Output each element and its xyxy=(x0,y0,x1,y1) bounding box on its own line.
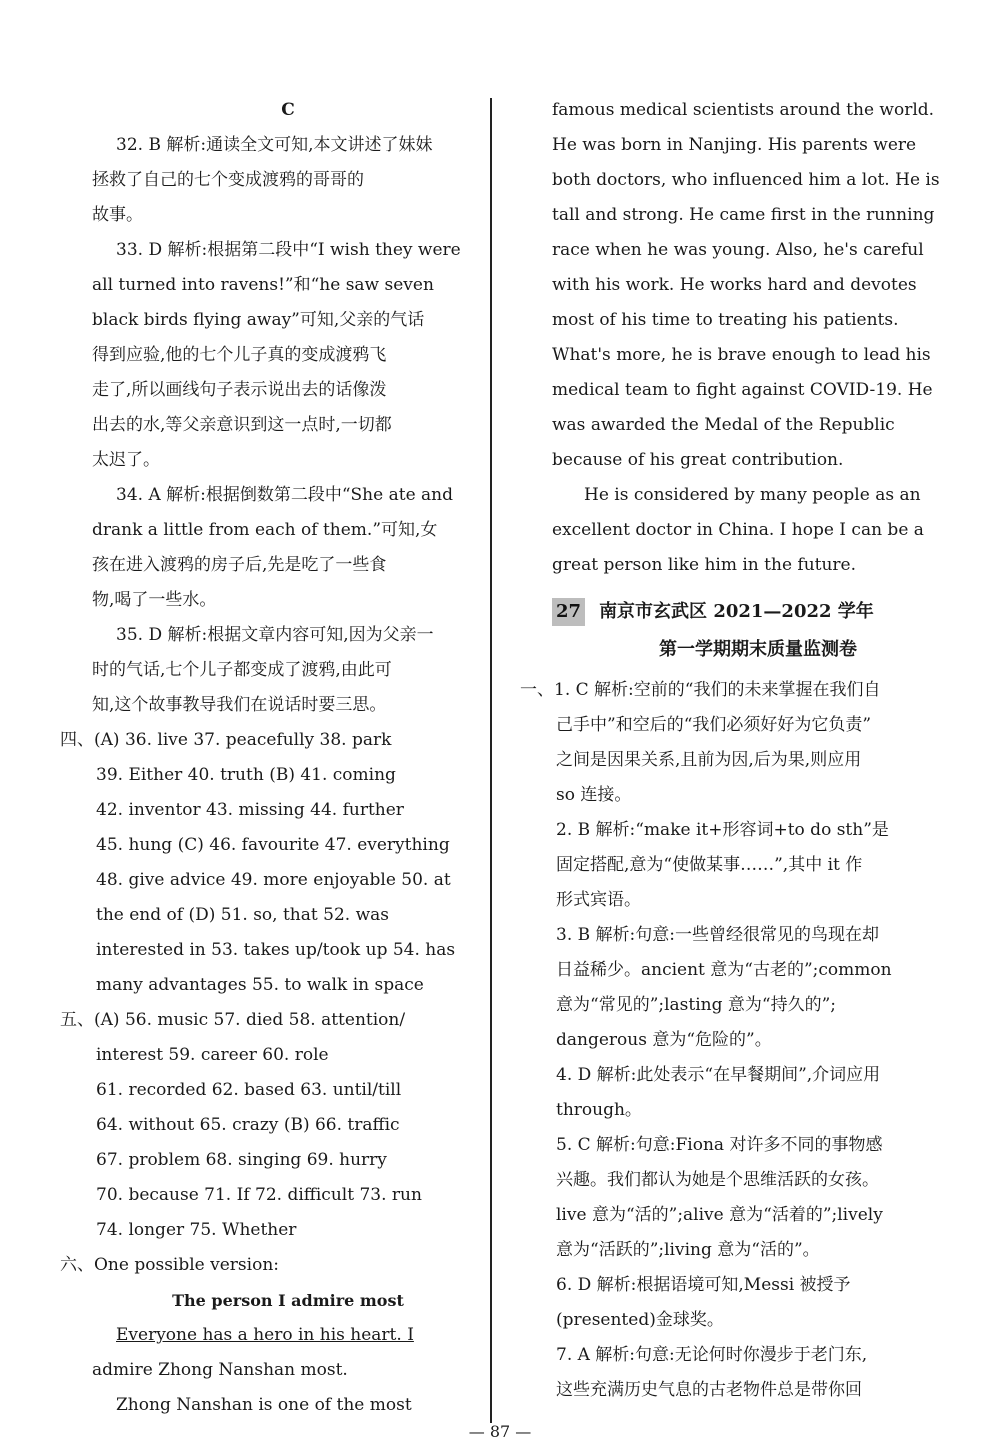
answer-32-cont: 拯救了自己的七个变成渡鸦的哥哥的 xyxy=(92,170,364,190)
essay-continued: tall and strong. He came first in the running xyxy=(552,205,935,225)
section-number-badge: 27 xyxy=(552,598,585,626)
answer-32: 32. B 解析:通读全文可知,本文讲述了妹妹 xyxy=(116,135,433,155)
answer-33-cont: black birds flying away”可知,父亲的气话 xyxy=(92,310,425,330)
essay-continued: He is considered by many people as an xyxy=(584,485,921,505)
answer-1-cont: 之间是因果关系,且前为因,后为果,则应用 xyxy=(556,750,862,770)
answer-35-cont: 时的气话,七个儿子都变成了渡鸦,由此可 xyxy=(92,660,392,680)
answer-5-cont: live 意为“活的”;alive 意为“活着的”;lively xyxy=(556,1205,883,1225)
essay-underlined-text: Everyone has a hero in his heart. I xyxy=(116,1325,414,1345)
answer-33-cont: 出去的水,等父亲意识到这一点时,一切都 xyxy=(92,415,392,435)
answer-5: 5. C 解析:句意:Fiona 对许多不同的事物感 xyxy=(556,1135,883,1155)
essay-title: The person I admire most xyxy=(172,1291,404,1310)
column-divider xyxy=(490,98,492,1423)
answer-4-cont: through。 xyxy=(556,1100,642,1120)
section-4-answers: 45. hung (C) 46. favourite 47. everything xyxy=(96,835,450,855)
answer-34-cont: drank a little from each of them.”可知,女 xyxy=(92,520,438,540)
left-column xyxy=(60,93,484,1423)
essay-continued: He was born in Nanjing. His parents were xyxy=(552,135,917,155)
answer-33-cont: 太迟了。 xyxy=(92,450,160,470)
section-5-answers: 67. problem 68. singing 69. hurry xyxy=(96,1150,387,1170)
section-4-answers: 39. Either 40. truth (B) 41. coming xyxy=(96,765,396,785)
answer-6: 6. D 解析:根据语境可知,Messi 被授予 xyxy=(556,1275,851,1295)
answer-7-cont: 这些充满历史气息的古老物件总是带你回 xyxy=(556,1380,862,1400)
essay-continued: because of his great contribution. xyxy=(552,450,844,470)
answer-33: 33. D 解析:根据第二段中“I wish they were xyxy=(116,240,461,260)
section-4-answers: 四、(A) 36. live 37. peacefully 38. park xyxy=(60,730,392,750)
section-5-answers: 五、(A) 56. music 57. died 58. attention/ xyxy=(60,1010,406,1030)
answer-5-cont: 意为“活跃的”;living 意为“活的”。 xyxy=(556,1240,820,1260)
answer-34-cont: 孩在进入渡鸦的房子后,先是吃了一些食 xyxy=(92,555,387,575)
answer-7: 7. A 解析:句意:无论何时你漫步于老门东, xyxy=(556,1345,868,1365)
answer-34-cont: 物,喝了一些水。 xyxy=(92,590,217,610)
section-5-answers: interest 59. career 60. role xyxy=(96,1045,329,1065)
section-6-heading: 六、One possible version: xyxy=(60,1255,279,1275)
answer-4: 4. D 解析:此处表示“在早餐期间”,介词应用 xyxy=(556,1065,881,1085)
essay-paragraph: admire Zhong Nanshan most. xyxy=(92,1360,348,1380)
section-4-answers: many advantages 55. to walk in space xyxy=(96,975,424,995)
answer-1-cont: 己手中”和空后的“我们必须好好为它负责” xyxy=(556,715,872,735)
section-5-answers: 61. recorded 62. based 63. until/till xyxy=(96,1080,402,1100)
essay-paragraph xyxy=(92,1318,484,1353)
answer-5-cont: 兴趣。我们都认为她是个思维活跃的女孩。 xyxy=(556,1170,879,1190)
answer-3-cont: 日益稀少。ancient 意为“古老的”;common xyxy=(556,960,892,980)
answer-35-cont: 知,这个故事教导我们在说话时要三思。 xyxy=(92,695,387,715)
answer-33-cont: all turned into ravens!”和“he saw seven xyxy=(92,275,434,295)
answer-2-cont: 形式宾语。 xyxy=(556,890,641,910)
section-title-line-1: 南京市玄武区 2021—2022 学年 xyxy=(599,601,874,622)
answer-33-cont: 得到应验,他的七个儿子真的变成渡鸦飞 xyxy=(92,345,387,365)
essay-continued: famous medical scientists around the world. xyxy=(552,100,935,120)
answer-1: 一、1. C 解析:空前的“我们的未来掌握在我们自 xyxy=(520,680,881,700)
answer-2: 2. B 解析:“make it+形容词+to do sth”是 xyxy=(556,820,889,840)
section-c-heading: C xyxy=(281,100,295,120)
answer-3: 3. B 解析:句意:一些曾经很常见的鸟现在却 xyxy=(556,925,879,945)
essay-continued: most of his time to treating his patients. xyxy=(552,310,899,330)
answer-1-cont: so 连接。 xyxy=(556,785,632,805)
essay-continued: excellent doctor in China. I hope I can be a xyxy=(552,520,924,540)
essay-continued: great person like him in the future. xyxy=(552,555,857,575)
right-column xyxy=(520,93,944,1408)
answer-6-cont: (presented)金球奖。 xyxy=(556,1310,724,1330)
section-5-answers: 74. longer 75. Whether xyxy=(96,1220,297,1240)
essay-continued: What's more, he is brave enough to lead his xyxy=(552,345,931,365)
essay-paragraph: Zhong Nanshan is one of the most xyxy=(116,1395,412,1415)
answer-2-cont: 固定搭配,意为“使做某事……”,其中 it 作 xyxy=(556,855,863,875)
answer-33-cont: 走了,所以画线句子表示说出去的话像泼 xyxy=(92,380,387,400)
answer-32-cont: 故事。 xyxy=(92,205,143,225)
section-title-line-2: 第一学期期末质量监测卷 xyxy=(659,639,857,660)
answer-34: 34. A 解析:根据倒数第二段中“She ate and xyxy=(116,485,453,505)
essay-continued: medical team to fight against COVID-19. He xyxy=(552,380,933,400)
section-4-answers: 42. inventor 43. missing 44. further xyxy=(96,800,404,820)
essay-continued: with his work. He works hard and devotes xyxy=(552,275,917,295)
essay-continued: was awarded the Medal of the Republic xyxy=(552,415,895,435)
section-4-answers: 48. give advice 49. more enjoyable 50. at xyxy=(96,870,451,890)
answer-3-cont: dangerous 意为“危险的”。 xyxy=(556,1030,772,1050)
section-4-answers: interested in 53. takes up/took up 54. has xyxy=(96,940,456,960)
essay-continued: both doctors, who influenced him a lot. He is xyxy=(552,170,940,190)
section-4-answers: the end of (D) 51. so, that 52. was xyxy=(96,905,389,925)
section-5-answers: 64. without 65. crazy (B) 66. traffic xyxy=(96,1115,400,1135)
section-5-answers: 70. because 71. If 72. difficult 73. run xyxy=(96,1185,422,1205)
answer-3-cont: 意为“常见的”;lasting 意为“持久的”; xyxy=(556,995,837,1015)
essay-continued: race when he was young. Also, he's careful xyxy=(552,240,924,260)
page-number: — 87 — xyxy=(468,1422,532,1441)
answer-35: 35. D 解析:根据文章内容可知,因为父亲一 xyxy=(116,625,434,645)
exam-section-header xyxy=(552,593,944,631)
